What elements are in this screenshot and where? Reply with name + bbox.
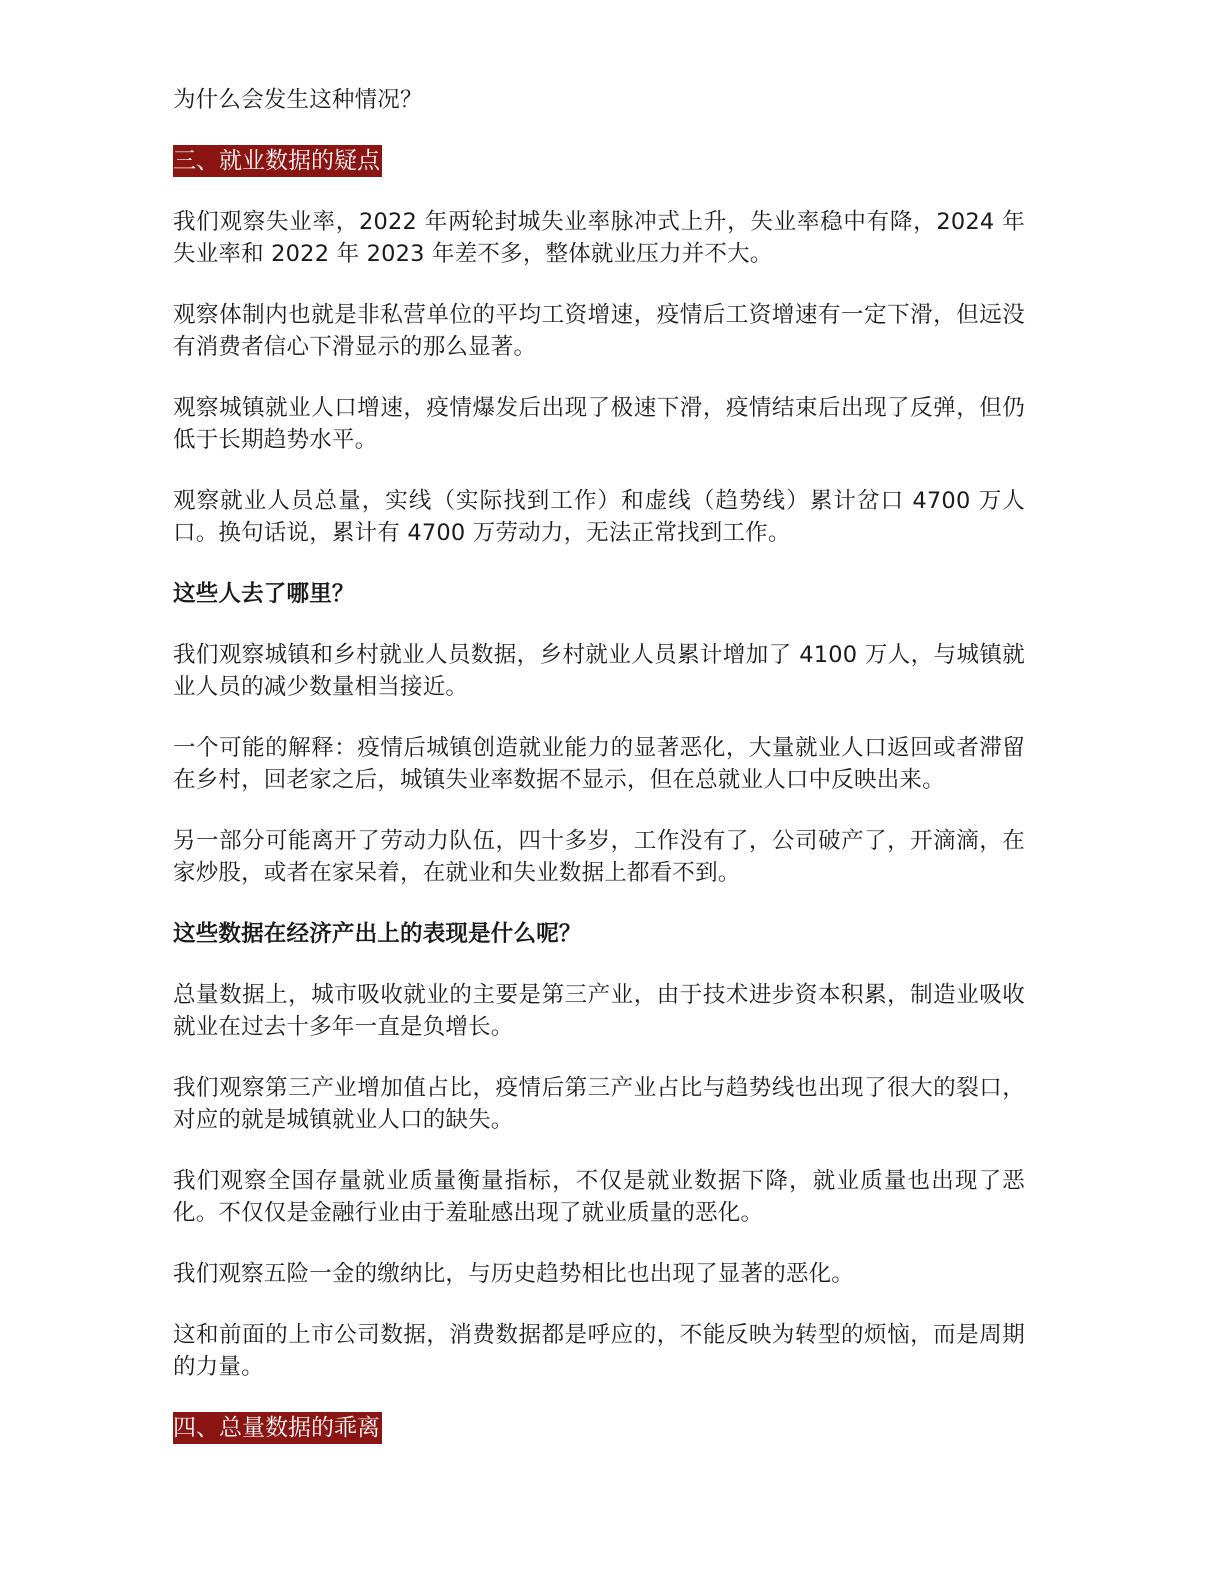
paragraph-rural-employment: 我们观察城镇和乡村就业人员数据，乡村就业人员累计增加了 4100 万人，与城镇就业人员的减少数量相当接近。 <box>173 642 1025 700</box>
paragraph-wage-growth: 观察体制内也就是非私营单位的平均工资增速，疫情后工资增速有一定下滑，但远没有消费者信心下滑显示的那么显著。 <box>173 302 1025 360</box>
paragraph-tertiary-industry: 总量数据上，城市吸收就业的主要是第三产业，由于技术进步资本积累，制造业吸收就业在过去十多年一直是负增长。 <box>173 982 1025 1040</box>
document-page <box>173 84 1025 1473</box>
section-3-heading-wrap <box>173 145 1025 177</box>
section-3-heading: 三、就业数据的疑点 <box>173 145 382 177</box>
paragraph-tertiary-share: 我们观察第三产业增加值占比，疫情后第三产业占比与趋势线也出现了很大的裂口，对应的就是城镇就业人口的缺失。 <box>173 1075 1025 1133</box>
paragraph-left-labor-force: 另一部分可能离开了劳动力队伍，四十多岁，工作没有了，公司破产了，开滴滴，在家炒股，或者在家呆着，在就业和失业数据上都看不到。 <box>173 828 1025 886</box>
section-4-heading: 四、总量数据的乖离 <box>173 1412 382 1444</box>
question-economic-output: 这些数据在经济产出上的表现是什么呢？ <box>173 921 582 947</box>
paragraph-cyclical-force: 这和前面的上市公司数据，消费数据都是呼应的，不能反映为转型的烦恼，而是周期的力量。 <box>173 1322 1025 1380</box>
paragraph-social-insurance: 我们观察五险一金的缴纳比，与历史趋势相比也出现了显著的恶化。 <box>173 1261 855 1287</box>
question-where-did-they-go: 这些人去了哪里？ <box>173 581 355 607</box>
paragraph-total-employment: 观察就业人员总量，实线（实际找到工作）和虚线（趋势线）累计岔口 4700 万人口。换句话说，累计有 4700 万劳动力，无法正常找到工作。 <box>173 488 1025 546</box>
paragraph-unemployment: 我们观察失业率，2022 年两轮封城失业率脉冲式上升，失业率稳中有降，2024 年失业率和 2022 年 2023 年差不多，整体就业压力并不大。 <box>173 209 1025 267</box>
paragraph-employment-quality: 我们观察全国存量就业质量衡量指标，不仅是就业数据下降，就业质量也出现了恶化。不仅仅是金融行业由于羞耻感出现了就业质量的恶化。 <box>173 1168 1025 1226</box>
intro-question: 为什么会发生这种情况？ <box>173 87 423 113</box>
section-4-heading-wrap <box>173 1412 1025 1444</box>
paragraph-urban-employment-growth: 观察城镇就业人口增速，疫情爆发后出现了极速下滑，疫情结束后出现了反弹，但仍低于长期趋势水平。 <box>173 395 1025 453</box>
paragraph-possible-explanation: 一个可能的解释：疫情后城镇创造就业能力的显著恶化，大量就业人口返回或者滞留在乡村，回老家之后，城镇失业率数据不显示，但在总就业人口中反映出来。 <box>173 735 1025 793</box>
